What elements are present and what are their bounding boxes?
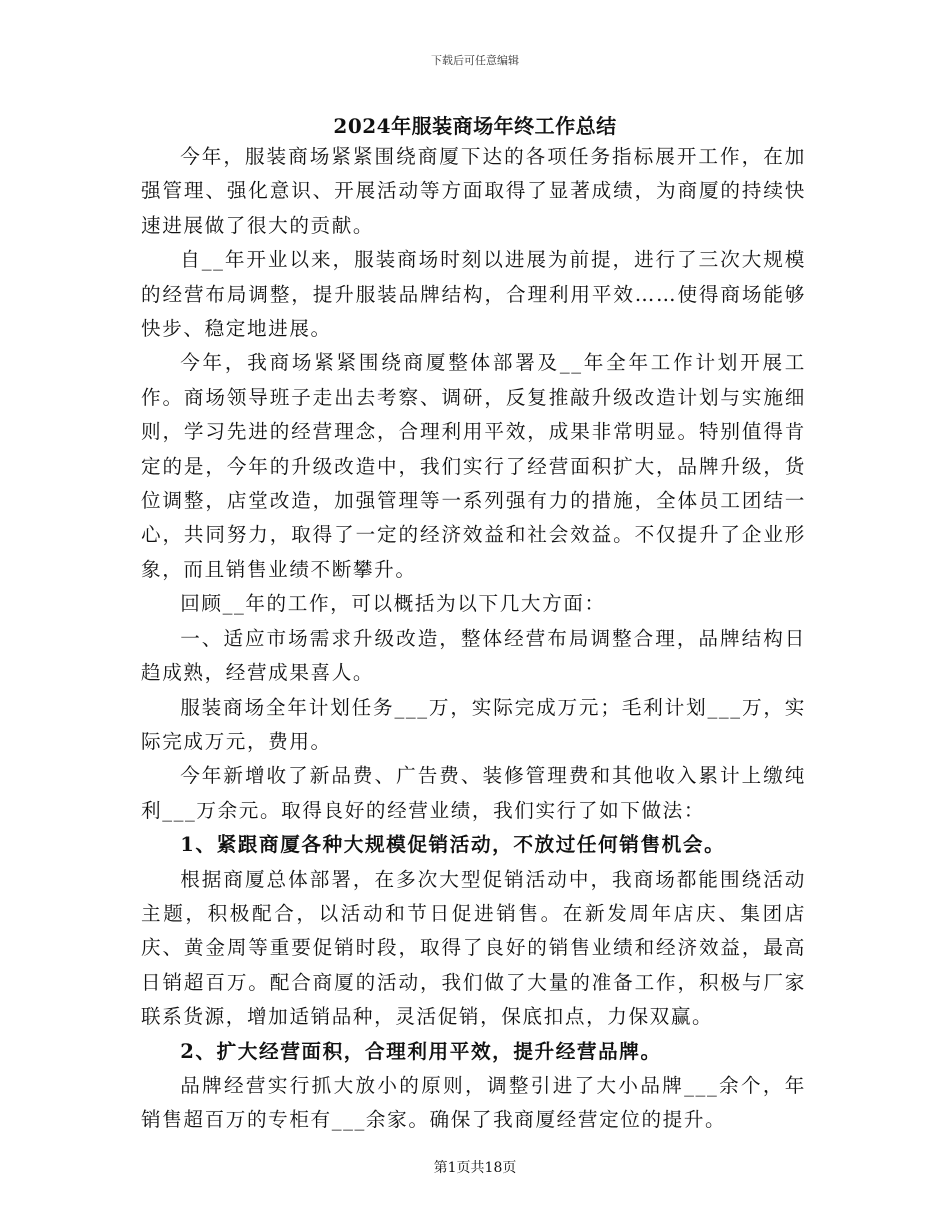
document-title: 2024年服装商场年终工作总结: [333, 114, 617, 138]
paragraph-targets: 服装商场全年计划任务___万，实际完成万元；毛利计划___万，实际完成万元，费用。: [141, 695, 806, 753]
paragraph-review: 回顾__年的工作，可以概括为以下几大方面：: [180, 592, 606, 616]
paragraph-history: 自__年开业以来，服装商场时刻以进展为前提，进行了三次大规模的经营布局调整，提升服装品牌结构，合理利用平效……使得商场能够快步、稳定地进展。: [141, 248, 806, 341]
paragraph-intro: 今年，服装商场紧紧围绕商厦下达的各项任务指标展开工作，在加强管理、强化意识、开展活动等方面取得了显著成绩，为商厦的持续快速进展做了很大的贡献。: [141, 145, 806, 237]
page-number: 第1页共18页: [433, 1160, 517, 1176]
paragraph-brands: 品牌经营实行抓大放小的原则，调整引进了大小品牌___余个，年销售超百万的专柜有___余家。确保了我商厦经营定位的提升。: [141, 1073, 806, 1132]
subheading-expansion: 2、扩大经营面积，合理利用平效，提升经营品牌。: [180, 1039, 662, 1063]
document-body: [141, 140, 806, 1138]
paragraph-this-year: 今年，我商场紧紧围绕商厦整体部署及__年全年工作计划开展工作。商场领导班子走出去考察、调研，反复推敲升级改造计划与实施细则，学习先进的经营理念，合理利用平效，成果非常明显。特别值得肯定的是，今年的升级改造中，我们实行了经营面积扩大，品牌升级，货位调整，店堂改造，加强管理等一系列强有力的措施，全体员工团结一心，共同努力，取得了一定的经济效益和社会效益。不仅提升了企业形象，而且销售业绩不断攀升。: [141, 351, 806, 581]
header-note: 下载后可任意编辑: [431, 54, 519, 67]
paragraph-income: 今年新增收了新品费、广告费、装修管理费和其他收入累计上缴纯利___万余元。取得良好的经营业绩，我们实行了如下做法：: [141, 764, 806, 822]
subheading-promotions: 1、紧跟商厦各种大规模促销活动，不放过任何销售机会。: [180, 833, 726, 857]
section-heading-1: 一、适应市场需求升级改造，整体经营布局调整合理，品牌结构日趋成熟，经营成果喜人。: [141, 626, 806, 685]
paragraph-promotions: 根据商厦总体部署，在多次大型促销活动中，我商场都能围绕活动主题，积极配合，以活动和节日促进销售。在新发周年店庆、集团店庆、黄金周等重要促销时段，取得了良好的销售业绩和经济效益，最高日销超百万。配合商厦的活动，我们做了大量的准备工作，积极与厂家联系货源，增加适销品种，灵活促销，保底扣点，力保双赢。: [141, 867, 806, 1029]
